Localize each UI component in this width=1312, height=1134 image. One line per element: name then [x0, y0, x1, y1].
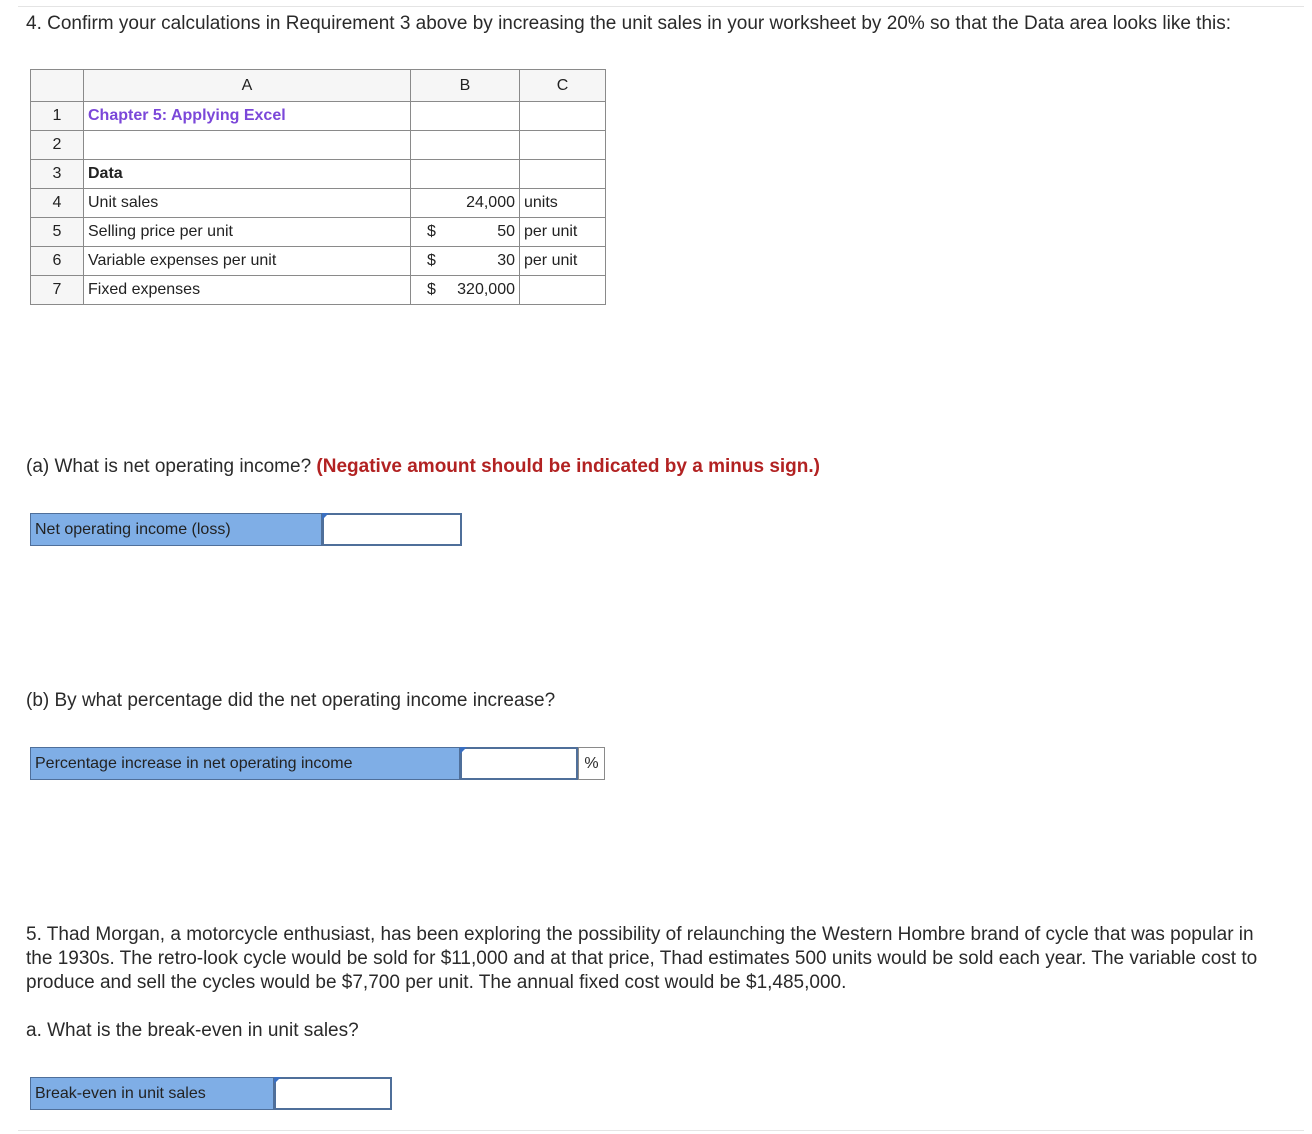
row-number: 2: [31, 131, 84, 160]
cell-c4-unit: units: [520, 189, 606, 218]
cell-b1: [411, 102, 520, 131]
currency-symbol: $: [427, 281, 436, 298]
cell-b5-value: [411, 218, 520, 247]
cell-a3-data-heading: Data: [84, 160, 411, 189]
cell-c5-unit: per unit: [520, 218, 606, 247]
percentage-increase-input[interactable]: [460, 747, 578, 780]
input-flag-icon: [322, 513, 329, 520]
part-a-question-text: (a) What is net operating income?: [26, 456, 312, 477]
cell-a5-label: Selling price per unit: [84, 218, 411, 247]
column-header-c: C: [520, 70, 606, 102]
row-number: 7: [31, 276, 84, 305]
top-divider: [18, 6, 1304, 7]
cell-value: 320,000: [457, 281, 515, 298]
cell-c2: [520, 131, 606, 160]
row-number: 4: [31, 189, 84, 218]
cell-c7: [520, 276, 606, 305]
part-a-answer-row: [30, 513, 462, 546]
cell-c6-unit: per unit: [520, 247, 606, 276]
part-a-question: [26, 455, 820, 479]
row-number: 1: [31, 102, 84, 131]
table-row: [31, 276, 606, 305]
percentage-increase-field: [460, 747, 578, 780]
cell-a7-label: Fixed expenses: [84, 276, 411, 305]
cell-b7-value: [411, 276, 520, 305]
cell-b2: [411, 131, 520, 160]
net-operating-income-input[interactable]: [322, 513, 462, 546]
cell-b4-value: [411, 189, 520, 218]
break-even-label: Break-even in unit sales: [30, 1077, 274, 1110]
bottom-divider: [18, 1130, 1304, 1131]
net-operating-income-field: [322, 513, 462, 546]
column-header-b: B: [411, 70, 520, 102]
cell-value: 30: [497, 252, 515, 269]
cell-value: 50: [497, 223, 515, 240]
corner-cell: [31, 70, 84, 102]
cell-a2: [84, 131, 411, 160]
row-number: 5: [31, 218, 84, 247]
table-row: [31, 189, 606, 218]
cell-b6-value: [411, 247, 520, 276]
cell-c3: [520, 160, 606, 189]
cell-a4-label: Unit sales: [84, 189, 411, 218]
table-row: [31, 131, 606, 160]
cell-a1-title: Chapter 5: Applying Excel: [84, 102, 411, 131]
table-row: [31, 160, 606, 189]
column-header-a: A: [84, 70, 411, 102]
question-4-instruction: 4. Confirm your calculations in Requirement 3 above by increasing the unit sales in your worksheet by 20% so that the Data area looks like this:: [26, 13, 1232, 34]
row-number: 3: [31, 160, 84, 189]
break-even-answer-row: [30, 1077, 392, 1110]
part-b-question: (b) By what percentage did the net operating income increase?: [26, 690, 556, 711]
cell-b3: [411, 160, 520, 189]
cell-a6-label: Variable expenses per unit: [84, 247, 411, 276]
input-flag-icon: [460, 747, 467, 754]
currency-symbol: $: [427, 252, 436, 269]
percentage-increase-label: Percentage increase in net operating income: [30, 747, 460, 780]
break-even-input[interactable]: [274, 1077, 392, 1110]
table-row: [31, 247, 606, 276]
table-row: [31, 102, 606, 131]
input-flag-icon: [274, 1077, 281, 1084]
cell-value: 24,000: [466, 194, 515, 211]
question-5-text: 5. Thad Morgan, a motorcycle enthusiast, has been exploring the possibility of relaunching the Western Hombre brand of cycle that was popular in the 1930s. The retro-look cycle would be sold for $11,000 and at that price, Thad estimates 500 units would be sold each year. The variable cost to produce and sell the cycles would be $7,700 per unit. The annual fixed cost would be $1,485,000.: [26, 924, 1258, 993]
currency-symbol: $: [427, 223, 436, 240]
column-header-row: [31, 70, 606, 102]
net-operating-income-label: Net operating income (loss): [30, 513, 322, 546]
break-even-field: [274, 1077, 392, 1110]
table-row: [31, 218, 606, 247]
part-a-note: (Negative amount should be indicated by a minus sign.): [316, 456, 820, 477]
question-5a-text: a. What is the break-even in unit sales?: [26, 1020, 359, 1041]
cell-c1: [520, 102, 606, 131]
row-number: 6: [31, 247, 84, 276]
part-b-answer-row: [30, 747, 605, 780]
percent-unit-label: %: [578, 747, 605, 780]
data-spreadsheet: [30, 69, 606, 305]
